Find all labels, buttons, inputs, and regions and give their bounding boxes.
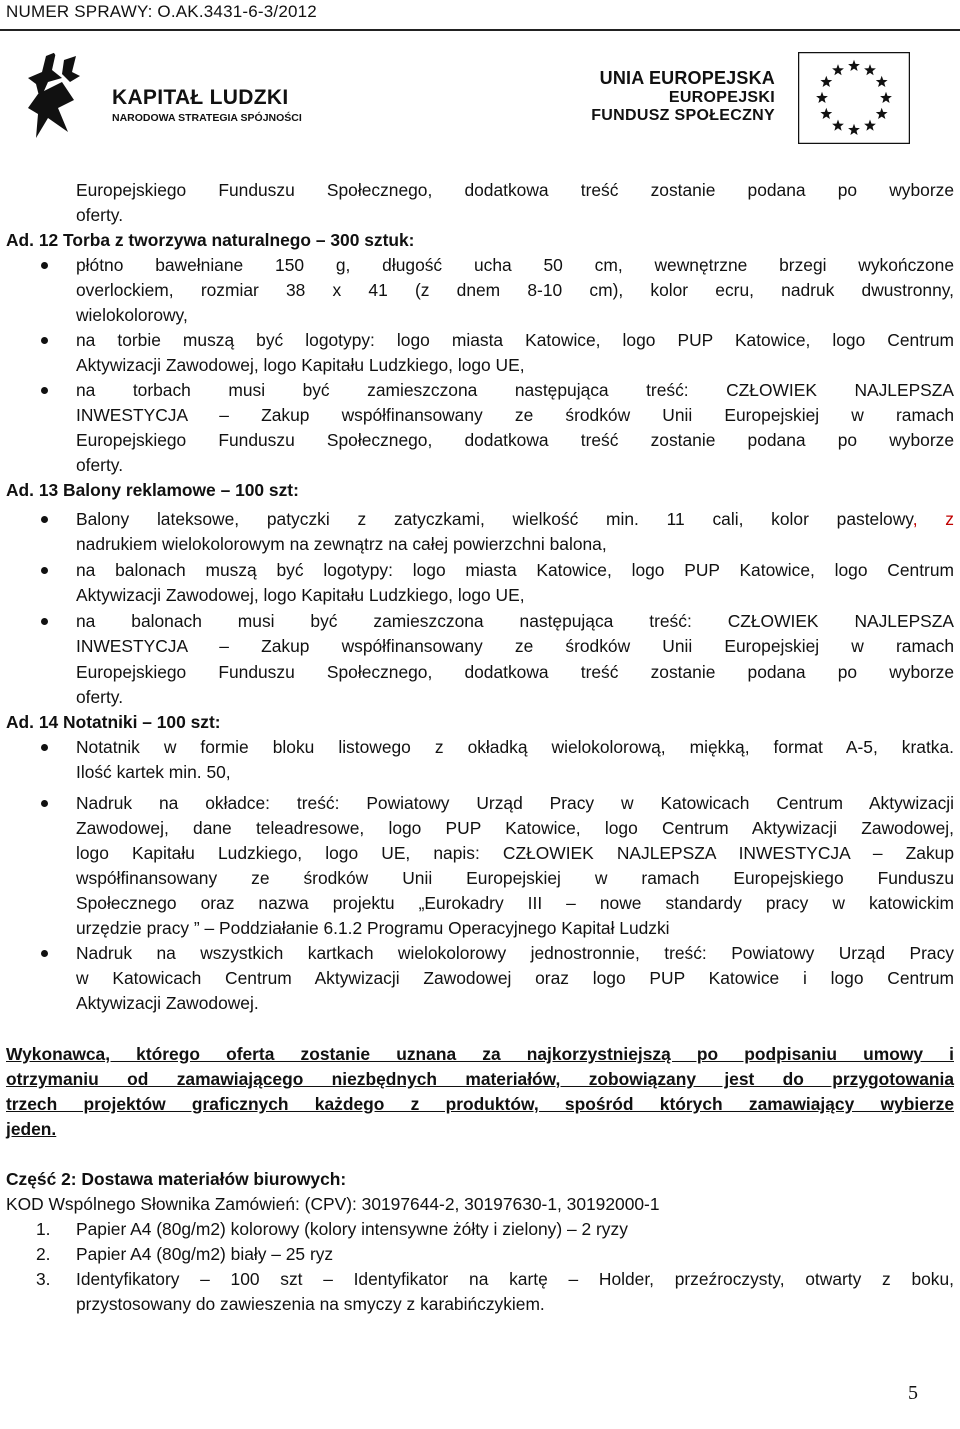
text-line: współfinansowany ze środków Unii Europejskiej w ramach Europejskiego Funduszu [76, 868, 954, 888]
text-line: Europejskiego Funduszu Społecznego, dodatkowa treść zostanie podana po wyborze [76, 180, 954, 200]
text-line: na balonach musi być zamieszczona następująca treść: CZŁOWIEK NAJLEPSZA [76, 611, 954, 631]
case-number: NUMER SPRAWY: O.AK.3431-6-3/2012 [6, 2, 317, 21]
text-line: w Katowicach Centrum Aktywizacji Zawodowej oraz logo PUP Katowice i logo Centrum [76, 968, 954, 988]
bullet-icon [41, 262, 48, 269]
kapital-ludzki-title: KAPITAŁ LUDZKI [112, 86, 289, 109]
text-line: Identyfikatory – 100 szt – Identyfikator na kartę – Holder, przeźroczysty, otwarty z boku, [76, 1269, 954, 1289]
text-line: otrzymaniu od zamawiającego niezbędnych materiałów, zobowiązany jest do przygotowania [6, 1069, 954, 1089]
text-line: INWESTYCJA – Zakup współfinansowany ze środków Unii Europejskiej w ramach [76, 405, 954, 425]
text-line: Papier A4 (80g/m2) kolorowy (kolory intensywne żółty i zielony) – 2 ryzy [76, 1219, 628, 1239]
page-number: 5 [908, 1382, 918, 1404]
text-line: Aktywizacji Zawodowej. [76, 993, 259, 1013]
text-line: Notatnik w formie bloku listowego z okładką wielokolorową, miękką, format A-5, kratka. [76, 737, 954, 757]
list-number: 1. [36, 1219, 51, 1239]
text-line: trzech projektów graficznych każdego z produktów, spośród których zamawiający wybierze [6, 1094, 954, 1114]
kapital-ludzki-subtitle: NARODOWA STRATEGIA SPÓJNOŚCI [112, 112, 302, 124]
bullet-icon [41, 337, 48, 344]
text-line: na balonach muszą być logotypy: logo miasta Katowice, logo PUP Katowice, logo Centrum [76, 560, 954, 580]
bullet-icon [41, 387, 48, 394]
text-line: urzędzie pracy ” – Poddziałanie 6.1.2 Programu Operacyjnego Kapitał Ludzki [76, 918, 670, 938]
bullet-icon [41, 950, 48, 957]
kapital-ludzki-emblem-icon [28, 48, 108, 148]
bullet-icon [41, 567, 48, 574]
list-number: 3. [36, 1269, 51, 1289]
text-line: Ad. 13 Balony reklamowe – 100 szt: [6, 480, 299, 500]
text-line: Ad. 12 Torba z tworzywa naturalnego – 300 sztuk: [6, 230, 415, 250]
kapital-ludzki-logo [28, 48, 358, 148]
text-line: Aktywizacji Zawodowej, logo Kapitału Ludzkiego, logo UE, [76, 355, 525, 375]
text-line: Nadruk na wszystkich kartkach wielokolorowy jednostronnie, treść: Powiatowy Urząd Pracy [76, 943, 954, 963]
text-line: Część 2: Dostawa materiałów biurowych: [6, 1169, 347, 1189]
text-line: KOD Wspólnego Słownika Zamówień: (CPV): 30197644-2, 30197630-1, 30192000-1 [6, 1194, 660, 1214]
text-line: Papier A4 (80g/m2) biały – 25 ryz [76, 1244, 334, 1264]
text-line: oferty. [76, 455, 124, 475]
eu-logo-line1: UNIA EUROPEJSKA [599, 68, 775, 88]
text-line: INWESTYCJA – Zakup współfinansowany ze środków Unii Europejskiej w ramach [76, 636, 954, 656]
bullet-icon [41, 744, 48, 751]
text-line: Europejskiego Funduszu Społecznego, dodatkowa treść zostanie podana po wyborze [76, 662, 954, 682]
bullet-icon [41, 516, 48, 523]
list-number: 2. [36, 1244, 51, 1264]
eu-flag-icon [798, 52, 910, 144]
text-line: nadrukiem wielokolorowym na zewnątrz na całej powierzchni balona, [76, 534, 607, 554]
bullet-icon [41, 618, 48, 625]
text-line: oferty. [76, 687, 124, 707]
text-line: Europejskiego Funduszu Społecznego, dodatkowa treść zostanie podana po wyborze [76, 430, 954, 450]
text-line: Nadruk na okładce: treść: Powiatowy Urząd Pracy w Katowicach Centrum Aktywizacji [76, 793, 954, 813]
text-line: na torbach musi być zamieszczona następująca treść: CZŁOWIEK NAJLEPSZA [76, 380, 954, 400]
eu-logo-line2: EUROPEJSKI [668, 89, 775, 106]
highlighted-comma: , z [912, 509, 955, 529]
text-line: Społecznego oraz nazwa projektu „Eurokadry III – nowe standardy pracy w katowickim [76, 893, 954, 913]
text-line: Ad. 14 Notatniki – 100 szt: [6, 712, 221, 732]
text-segment: Balony lateksowe, patyczki z zatyczkami, wielkość min. 11 cali, kolor pastelowy [76, 509, 913, 529]
text-line: overlockiem, rozmiar 38 x 41 (z dnem 8-10 cm), kolor ecru, nadruk dwustronny, [76, 280, 954, 300]
header-divider [0, 29, 960, 31]
text-line: na torbie muszą być logotypy: logo miasta Katowice, logo PUP Katowice, logo Centrum [76, 330, 954, 350]
text-line: Ilość kartek min. 50, [76, 762, 231, 782]
text-line: Zawodowej, dane teleadresowe, logo PUP Katowice, logo Centrum Aktywizacji Zawodowej, [76, 818, 954, 838]
eu-logo-line3: FUNDUSZ SPOŁECZNY [591, 107, 775, 124]
text-line: Wykonawca, którego oferta zostanie uznana za najkorzystniejszą po podpisaniu umowy i [6, 1044, 954, 1064]
bullet-icon [41, 800, 48, 807]
text-line: Aktywizacji Zawodowej, logo Kapitału Ludzkiego, logo UE, [76, 585, 525, 605]
text-line [76, 507, 954, 532]
eu-logo-text [585, 68, 775, 125]
text-line: płótno bawełniane 150 g, długość ucha 50 cm, wewnętrzne brzegi wykończone [76, 255, 954, 275]
text-line: przystosowany do zawieszenia na smyczy z karabińczykiem. [76, 1294, 545, 1314]
text-line: oferty. [76, 205, 124, 225]
text-line: wielokolorowy, [76, 305, 188, 325]
text-line: jeden. [6, 1119, 57, 1139]
text-line: logo Kapitału Ludzkiego, logo UE, napis: CZŁOWIEK NAJLEPSZA INWESTYCJA – Zakup [76, 843, 954, 863]
